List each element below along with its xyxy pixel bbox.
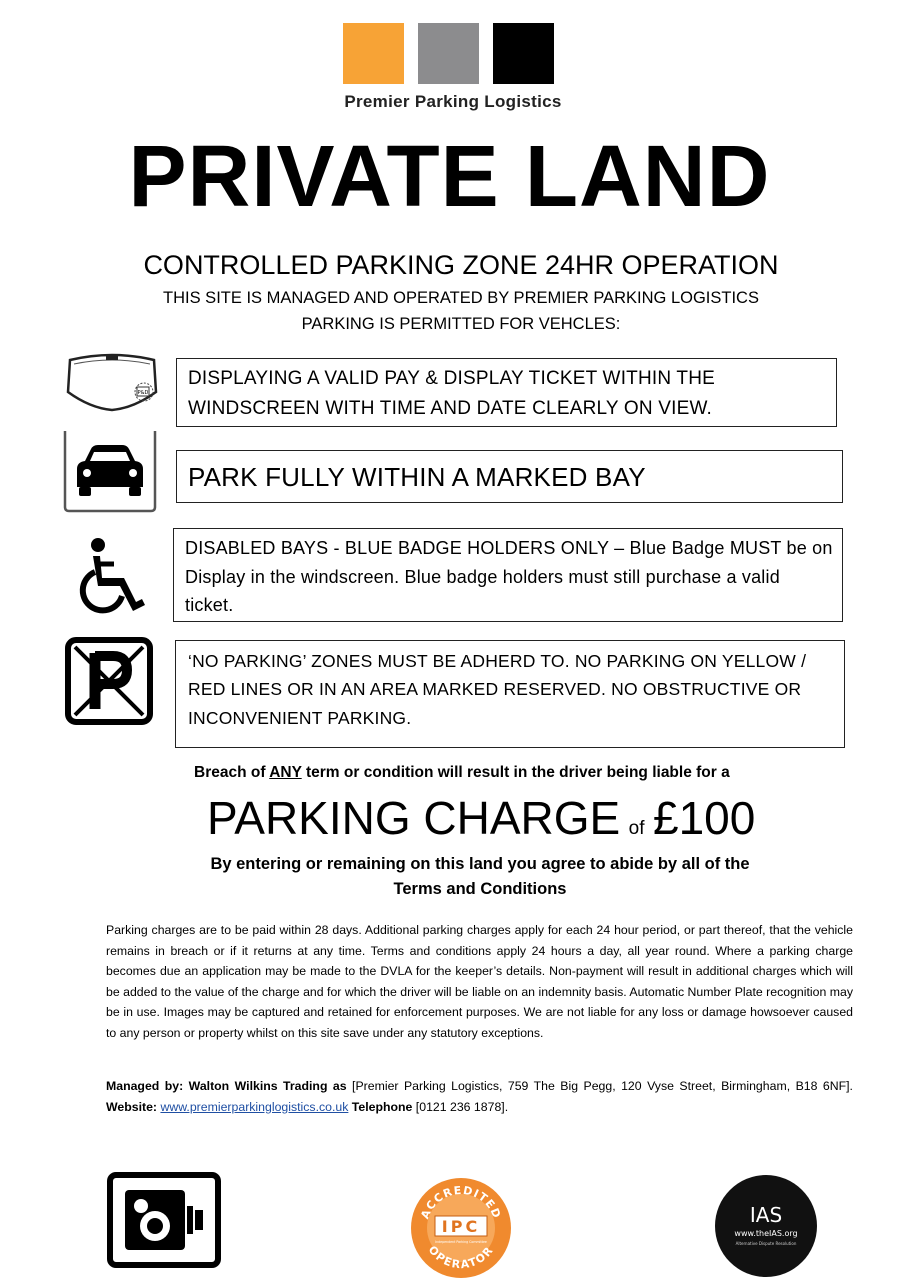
svg-text:P&D: P&D [137,390,149,396]
website-label: Website: [106,1099,158,1114]
ias-badge [714,1174,818,1278]
rule-marked-bay-line1: PARK FULLY WITHIN A MARKED BAY [188,462,646,492]
windscreen-ticket-icon [64,352,160,414]
car-in-bay-icon [63,431,157,513]
logo-grey-square [418,23,479,84]
cctv-camera-icon [107,1172,221,1268]
managed-by-company: Walton Wilkins Trading as [183,1079,347,1093]
rule-no-parking-line3: INCONVENIENT PARKING. [188,708,412,728]
ipc-bottom-text: OPERATOR [425,1243,497,1272]
logo-black-square [493,23,554,84]
breach-suffix: term or condition will result in the driver being liable for a [301,764,730,781]
breach-prefix: Breach of [194,764,270,781]
ipc-mid-text: IPC [441,1217,481,1236]
managed-by-block [106,1076,853,1117]
ipc-accredited-badge [409,1176,513,1280]
managed-line: THIS SITE IS MANAGED AND OPERATED BY PREMIER PARKING LOGISTICS [163,289,759,307]
rule-ticket-line1: DISPLAYING A VALID PAY & DISPLAY TICKET WITHIN THE [188,368,716,389]
ipc-top-text: ACCREDITED [418,1183,504,1221]
phone-label: Telephone [348,1099,413,1114]
rule-ticket-line2: WINDSCREEN WITH TIME AND DATE CLEARLY ON VIEW. [188,398,713,419]
managed-by-address: [Premier Parking Logistics, 759 The Big Pegg, 120 Vyse Street, Birmingham, B18 6NF]. [346,1079,853,1093]
wheelchair-icon [78,536,154,616]
rule-disabled-line3: ticket. [185,595,234,615]
logo-orange-square [343,23,404,84]
charge-amount: £100 [652,792,756,844]
rule-disabled-line2: Display in the windscreen. Blue badge holders must still purchase a valid [185,567,780,587]
breach-line [194,762,730,784]
terms-paragraph: Parking charges are to be paid within 28 days. Additional parking charges apply for each 24 hour period, or part thereof, that the vehicle remains in breach or if it returns at any time. Terms and conditions apply 24 hours a day, all year round. Where a parking charge becomes due an application may be made to the DVLA for the keeper’s details. Non-payment will result in additional charges which will be added to the value of the charge and for which the driver will be liable on an indemnity basis. Automatic Number Plate recognition may be in use. Images may be captured and retained for enforcement purposes. We are not liable for any loss or damage howsoever caused to any person or property whilst on this site save under any statutory exceptions. [106,923,853,1040]
breach-any: ANY [269,764,302,781]
website-link[interactable]: www.premierparkinglogistics.co.uk [160,1099,349,1114]
managed-by-label: Managed by: [106,1079,184,1093]
agree-line2: Terms and Conditions [393,880,567,898]
subtitle: CONTROLLED PARKING ZONE 24HR OPERATION [143,250,779,280]
phone-number: [0121 236 1878]. [412,1099,509,1114]
ipc-small-text: Independent Parking Committee [435,1240,487,1244]
brand-name: Premier Parking Logistics [344,92,562,111]
ias-small: Alternative Dispute Resolution [735,1241,797,1246]
rule-disabled-line1: DISABLED BAYS - BLUE BADGE HOLDERS ONLY – Blue Badge MUST be on [185,538,833,558]
ias-url: www.theIAS.org [734,1229,798,1238]
agree-line1: By entering or remaining on this land you agree to abide by all of the [210,855,750,873]
charge-of: of [628,818,645,839]
rule-no-parking-line2: RED LINES OR IN AN AREA MARKED RESERVED. NO OBSTRUCTIVE OR [188,679,802,699]
ias-title: IAS [749,1203,783,1227]
permitted-line: PARKING IS PERMITTED FOR VEHCLES: [301,315,621,333]
no-parking-icon [65,637,153,725]
charge-label: PARKING CHARGE [207,792,621,844]
parking-charge [207,789,755,859]
rule-no-parking-line1: ‘NO PARKING’ ZONES MUST BE ADHERD TO. NO PARKING ON YELLOW / [188,651,807,671]
page-title: PRIVATE LAND [128,128,771,225]
